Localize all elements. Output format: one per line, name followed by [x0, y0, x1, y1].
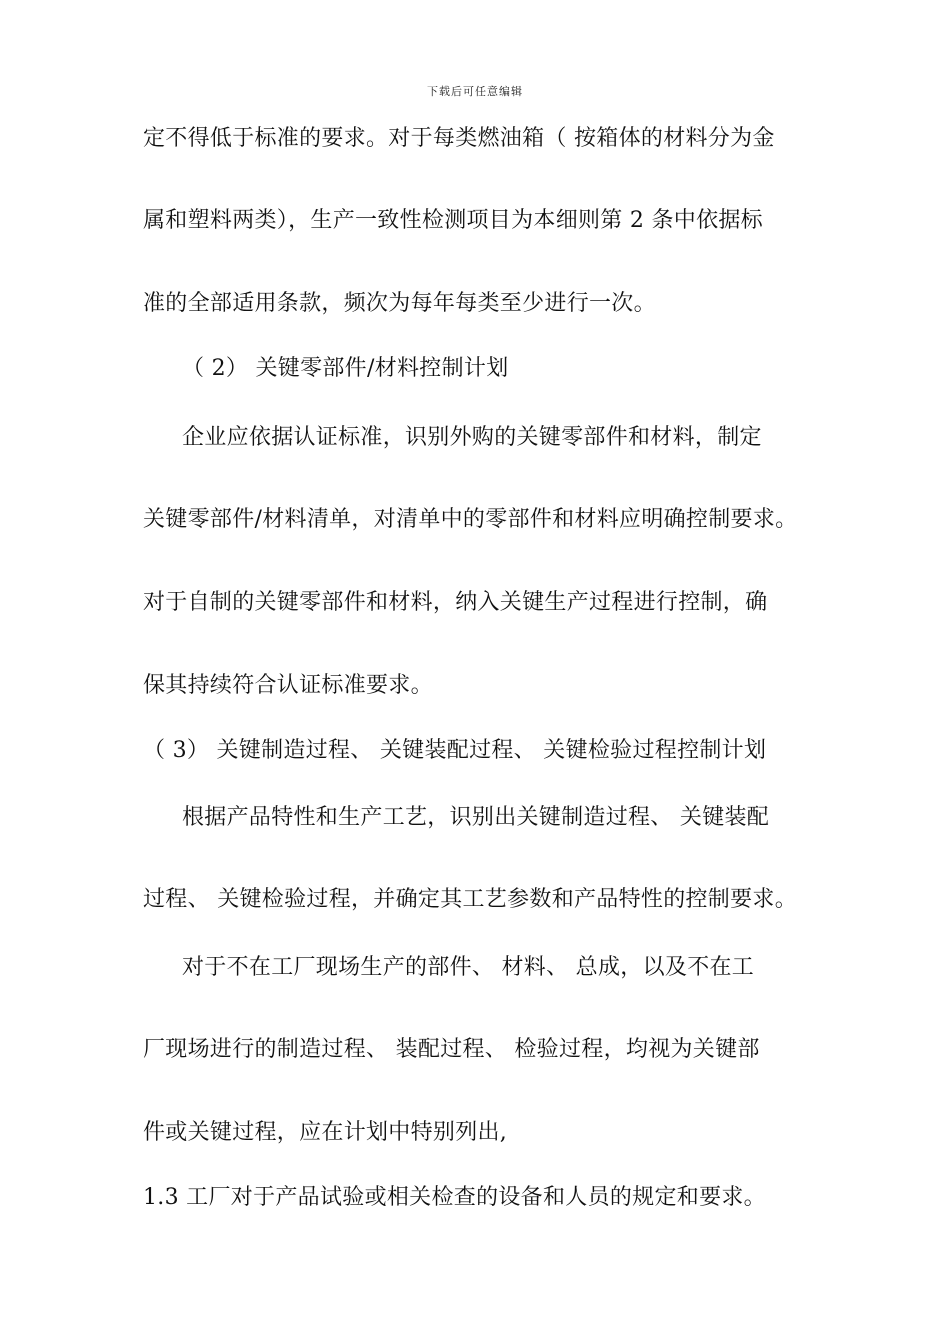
section-heading-2: （ 2） 关键零部件/材料控制计划: [182, 356, 509, 381]
body-line-13: 厂现场进行的制造过程、 装配过程、 检验过程，均视为关键部: [143, 1037, 760, 1062]
body-line-1: 定不得低于标准的要求。对于每类燃油箱（ 按箱体的材料分为金: [143, 126, 775, 151]
body-line-3: 准的全部适用条款，频次为每年每类至少进行一次。: [143, 291, 656, 316]
body-line-8: 保其持续符合认证标准要求。: [143, 673, 433, 698]
section-heading-1-3: 1.3 工厂对于产品试验或相关检查的设备和人员的规定和要求。: [143, 1185, 766, 1210]
body-line-11: 过程、 关键检验过程，并确定其工艺参数和产品特性的控制要求。: [143, 887, 797, 912]
body-line-2: 属和塑料两类），生产一致性检测项目为本细则第 2 条中依据标: [143, 208, 763, 233]
body-line-7: 对于自制的关键零部件和材料，纳入关键生产过程进行控制，确: [143, 590, 768, 615]
page-header: 下载后可任意编辑: [427, 85, 523, 98]
body-line-10: 根据产品特性和生产工艺，识别出关键制造过程、 关键装配: [182, 805, 770, 830]
body-line-12: 对于不在工厂现场生产的部件、 材料、 总成，以及不在工: [182, 955, 755, 980]
body-line-14: 件或关键过程，应在计划中特别列出,: [143, 1120, 508, 1145]
body-line-5: 企业应依据认证标准，识别外购的关键零部件和材料，制定: [182, 425, 762, 450]
body-line-6: 关键零部件/材料清单，对清单中的零部件和材料应明确控制要求。: [143, 507, 798, 532]
section-heading-3: （ 3） 关键制造过程、 关键装配过程、 关键检验过程控制计划: [143, 738, 767, 763]
